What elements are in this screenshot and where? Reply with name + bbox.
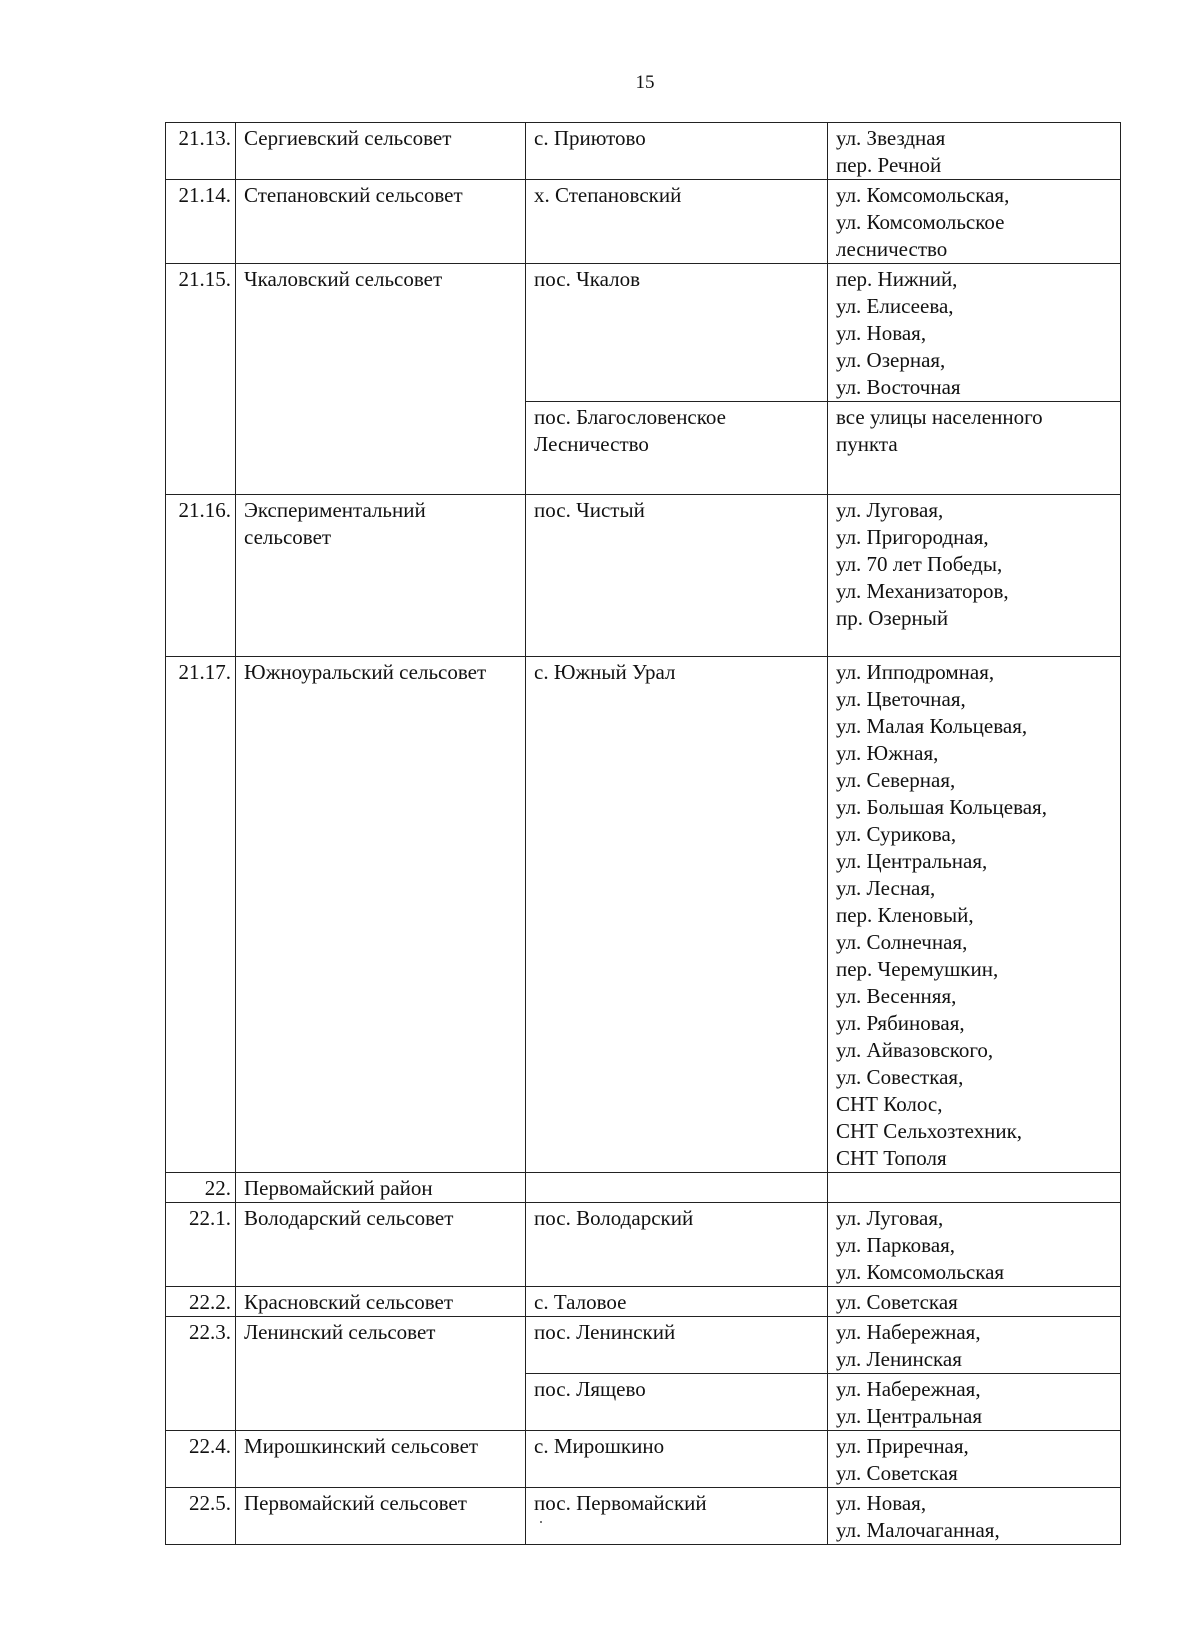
settlement-name: пос. Чистый bbox=[526, 495, 828, 657]
table-row bbox=[166, 495, 1121, 657]
street-item: ул. Луговая, bbox=[836, 1206, 944, 1230]
street-item: все улицы населенного bbox=[836, 405, 1043, 429]
street-item: ул. Звездная bbox=[836, 126, 946, 150]
street-item: ул. Центральная bbox=[836, 1404, 982, 1428]
street-item: ул. Центральная, bbox=[836, 849, 988, 873]
street-item: ул. Рябиновая, bbox=[836, 1011, 965, 1035]
row-number: 22.1. bbox=[166, 1203, 236, 1287]
table-row bbox=[166, 123, 1121, 180]
street-item: ул. Новая, bbox=[836, 321, 927, 345]
table-row bbox=[166, 264, 1121, 402]
streets-cell bbox=[828, 1203, 1121, 1287]
council-name: Мирошкинский сельсовет bbox=[236, 1431, 526, 1488]
street-item: ул. 70 лет Победы, bbox=[836, 552, 1003, 576]
street-item: ул. Лесная, bbox=[836, 876, 936, 900]
street-item: ул. Набережная, bbox=[836, 1320, 981, 1344]
street-item: пер. Нижний, bbox=[836, 267, 958, 291]
street-item: ул. Набережная, bbox=[836, 1377, 981, 1401]
settlement-name: пос. Благословенское Лесничество bbox=[526, 402, 828, 495]
street-item: СНТ Тополя bbox=[836, 1146, 947, 1170]
council-name: Степановский сельсовет bbox=[236, 180, 526, 264]
table-row bbox=[166, 1488, 1121, 1545]
street-item: ул. Озерная, bbox=[836, 348, 946, 372]
street-item: ул. Советская bbox=[836, 1290, 958, 1314]
council-name: Экспериментальний сельсовет bbox=[236, 495, 526, 657]
row-number: 21.15. bbox=[166, 264, 236, 495]
street-item: ул. Восточная bbox=[836, 375, 961, 399]
streets-cell bbox=[828, 123, 1121, 180]
scan-speck bbox=[540, 1521, 542, 1523]
street-item: ул. Комсомольская bbox=[836, 1260, 1005, 1284]
street-item: ул. Парковая, bbox=[836, 1233, 956, 1257]
settlement-name: х. Степановский bbox=[526, 180, 828, 264]
table-row bbox=[166, 1203, 1121, 1287]
street-item: ул. Ипподромная, bbox=[836, 660, 995, 684]
street-item: ул. Солнечная, bbox=[836, 930, 968, 954]
street-item: ул. Айвазовского, bbox=[836, 1038, 994, 1062]
table-row bbox=[166, 1173, 1121, 1203]
streets-cell bbox=[828, 1374, 1121, 1431]
street-item: ул. Луговая, bbox=[836, 498, 944, 522]
streets-cell bbox=[828, 264, 1121, 402]
row-number: 22.4. bbox=[166, 1431, 236, 1488]
settlement-name: с. Таловое bbox=[526, 1287, 828, 1317]
settlement-name: пос. Ленинский bbox=[526, 1317, 828, 1374]
street-item: ул. Механизаторов, bbox=[836, 579, 1009, 603]
row-number: 21.14. bbox=[166, 180, 236, 264]
row-number: 22.5. bbox=[166, 1488, 236, 1545]
street-item: ул. Елисеева, bbox=[836, 294, 954, 318]
street-item: СНТ Сельхозтехник, bbox=[836, 1119, 1023, 1143]
table-row bbox=[166, 1431, 1121, 1488]
streets-cell bbox=[828, 495, 1121, 657]
street-item: ул. Сурикова, bbox=[836, 822, 957, 846]
street-item: ул. Совесткая, bbox=[836, 1065, 964, 1089]
council-name: Первомайский район bbox=[236, 1173, 526, 1203]
street-item: ул. Большая Кольцевая, bbox=[836, 795, 1047, 819]
streets-cell bbox=[828, 180, 1121, 264]
street-item: СНТ Колос, bbox=[836, 1092, 943, 1116]
street-item: пункта bbox=[836, 432, 898, 456]
council-name: Чкаловский сельсовет bbox=[236, 264, 526, 495]
row-number: 22.2. bbox=[166, 1287, 236, 1317]
street-item: ул. Весенняя, bbox=[836, 984, 957, 1008]
settlement-name bbox=[526, 1173, 828, 1203]
street-item: пер. Речной bbox=[836, 153, 942, 177]
street-item: ул. Северная, bbox=[836, 768, 956, 792]
settlement-name: пос. Чкалов bbox=[526, 264, 828, 402]
street-item: пер. Черемушкин, bbox=[836, 957, 999, 981]
page-number: 15 bbox=[635, 72, 655, 93]
table-row bbox=[166, 180, 1121, 264]
street-item: ул. Новая, bbox=[836, 1491, 927, 1515]
row-number: 21.17. bbox=[166, 657, 236, 1173]
table-row bbox=[166, 1317, 1121, 1374]
council-name: Южноуральский сельсовет bbox=[236, 657, 526, 1173]
streets-cell bbox=[828, 1287, 1121, 1317]
settlement-name: с. Приютово bbox=[526, 123, 828, 180]
settlement-name: с. Мирошкино bbox=[526, 1431, 828, 1488]
street-item: ул. Советская bbox=[836, 1461, 958, 1485]
street-item: ул. Малочаганная, bbox=[836, 1518, 1000, 1542]
street-item: пр. Озерный bbox=[836, 606, 949, 630]
row-number: 22.3. bbox=[166, 1317, 236, 1431]
street-item: ул. Ленинская bbox=[836, 1347, 962, 1371]
table-row bbox=[166, 1287, 1121, 1317]
streets-cell bbox=[828, 1488, 1121, 1545]
street-item: пер. Кленовый, bbox=[836, 903, 974, 927]
street-item: ул. Комсомольское bbox=[836, 210, 1005, 234]
settlement-name: пос. Лящево bbox=[526, 1374, 828, 1431]
settlement-name: пос. Володарский bbox=[526, 1203, 828, 1287]
row-number: 21.16. bbox=[166, 495, 236, 657]
street-item: ул. Пригородная, bbox=[836, 525, 989, 549]
table-row bbox=[166, 657, 1121, 1173]
row-number: 22. bbox=[166, 1173, 236, 1203]
street-item: ул. Цветочная, bbox=[836, 687, 966, 711]
settlement-name: с. Южный Урал bbox=[526, 657, 828, 1173]
row-number: 21.13. bbox=[166, 123, 236, 180]
settlement-name: пос. Первомайский bbox=[526, 1488, 828, 1545]
council-name: Ленинский сельсовет bbox=[236, 1317, 526, 1431]
street-item: ул. Южная, bbox=[836, 741, 939, 765]
streets-cell bbox=[828, 1317, 1121, 1374]
council-name: Первомайский сельсовет bbox=[236, 1488, 526, 1545]
council-name: Сергиевский сельсовет bbox=[236, 123, 526, 180]
streets-cell bbox=[828, 1431, 1121, 1488]
streets-cell bbox=[828, 1173, 1121, 1203]
council-name: Володарский сельсовет bbox=[236, 1203, 526, 1287]
street-item: лесничество bbox=[836, 237, 948, 261]
street-item: ул. Комсомольская, bbox=[836, 183, 1010, 207]
council-name: Красновский сельсовет bbox=[236, 1287, 526, 1317]
settlements-table bbox=[165, 122, 1121, 1545]
street-item: ул. Малая Кольцевая, bbox=[836, 714, 1028, 738]
street-item: ул. Приречная, bbox=[836, 1434, 969, 1458]
streets-cell bbox=[828, 657, 1121, 1173]
streets-cell bbox=[828, 402, 1121, 495]
